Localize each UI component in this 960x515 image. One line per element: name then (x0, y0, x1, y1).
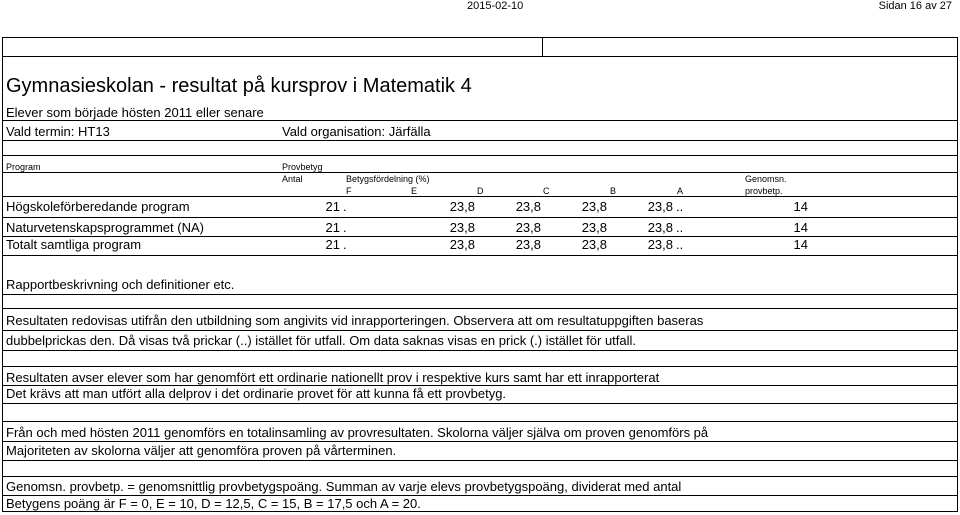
divider (2, 294, 958, 295)
col-grade-e: E (411, 186, 418, 196)
row-a: .. (676, 220, 684, 235)
row-a: .. (676, 199, 684, 214)
col-grade-a: A (677, 186, 684, 196)
divider (2, 403, 958, 404)
definition-text: Genomsn. provbetp. = genomsnittlig provbetygspoäng. Summan av varje elevs provbetygspoäng, dividerat med antal (6, 479, 682, 494)
row-b: 23,8 (647, 237, 673, 252)
definition-text: Resultaten avser elever som har genomfört ett ordinarie nationellt prov i respektive kurs samt har ett inrapporterat (6, 370, 660, 385)
col-fordelning: Betygsfördelning (%) (346, 174, 430, 184)
row-e: 23,8 (449, 220, 475, 235)
divider (2, 155, 958, 156)
print-date: 2015-02-10 (467, 0, 524, 12)
divider (2, 385, 958, 386)
divider (2, 330, 958, 331)
divider (2, 476, 958, 477)
row-d: 23,8 (515, 237, 541, 252)
divider (2, 308, 958, 309)
divider (2, 172, 958, 173)
row-b: 23,8 (647, 199, 673, 214)
frame-bottom (2, 511, 958, 512)
col-provbetp: provbetp. (745, 186, 783, 196)
report-organisation: Vald organisation: Järfälla (282, 124, 431, 139)
row-c: 23,8 (581, 237, 607, 252)
divider (542, 37, 543, 56)
report-title: Gymnasieskolan - resultat på kursprov i Matematik 4 (6, 75, 472, 97)
col-provbetyg: Provbetyg (282, 162, 323, 172)
col-program: Program (6, 162, 41, 172)
row-antal: 21 (325, 237, 340, 252)
row-d: 23,8 (515, 199, 541, 214)
row-c: 23,8 (581, 220, 607, 235)
divider (2, 120, 958, 121)
page-number: Sidan 16 av 27 (878, 0, 952, 12)
col-grade-c: C (543, 186, 550, 196)
divider (2, 255, 958, 256)
frame-left (2, 37, 3, 511)
col-grade-d: D (477, 186, 484, 196)
row-genomsn: 14 (793, 220, 808, 235)
definitions-heading: Rapportbeskrivning och definitioner etc. (6, 277, 235, 292)
divider (2, 495, 958, 496)
divider (2, 140, 958, 141)
definition-text: dubbelprickas den. Då visas två prickar (..) istället för utfall. Om data saknas visas en prick (.) istället för utfall. (6, 333, 637, 348)
row-genomsn: 14 (793, 199, 808, 214)
divider (2, 441, 958, 442)
row-program: Totalt samtliga program (6, 237, 142, 252)
definition-text: Majoriteten av skolorna väljer att genomföra proven på vårterminen. (6, 443, 397, 458)
frame-right (957, 37, 958, 511)
col-grade-b: B (610, 186, 617, 196)
definition-text: Det krävs att man utfört alla delprov i det ordinarie provet för att kunna få ett provbetyg. (6, 386, 507, 401)
definition-text: Från och med hösten 2011 genomförs en totalinsamling av provresultaten. Skolorna väljer själva om proven genomförs på (6, 425, 709, 440)
row-a: .. (676, 237, 684, 252)
row-genomsn: 14 (793, 237, 808, 252)
col-antal: Antal (282, 174, 303, 184)
row-e: 23,8 (449, 237, 475, 252)
divider (2, 196, 958, 197)
row-e: 23,8 (449, 199, 475, 214)
row-f: . (343, 237, 347, 252)
divider (2, 236, 958, 237)
col-grade-f: F (346, 186, 352, 196)
divider (2, 56, 958, 57)
row-antal: 21 (325, 220, 340, 235)
row-program: Naturvetenskapsprogrammet (NA) (6, 220, 204, 235)
row-b: 23,8 (647, 220, 673, 235)
divider (2, 421, 958, 422)
definition-text: Resultaten redovisas utifrån den utbildning som angivits vid inrapporteringen. Observera att om resultatuppgiften baseras (6, 313, 704, 328)
col-genomsn: Genomsn. (745, 174, 787, 184)
frame-top (2, 37, 958, 38)
divider (2, 350, 958, 351)
definition-text: Betygens poäng är F = 0, E = 10, D = 12,5, C = 15, B = 17,5 och A = 20. (6, 496, 421, 511)
row-d: 23,8 (515, 220, 541, 235)
row-f: . (343, 199, 347, 214)
row-f: . (343, 220, 347, 235)
report-term: Vald termin: HT13 (6, 124, 110, 139)
divider (2, 217, 958, 218)
row-antal: 21 (325, 199, 340, 214)
divider (2, 460, 958, 461)
row-c: 23,8 (581, 199, 607, 214)
divider (2, 366, 958, 367)
row-program: Högskoleförberedande program (6, 199, 190, 214)
report-cohort: Elever som började hösten 2011 eller senare (6, 105, 264, 120)
